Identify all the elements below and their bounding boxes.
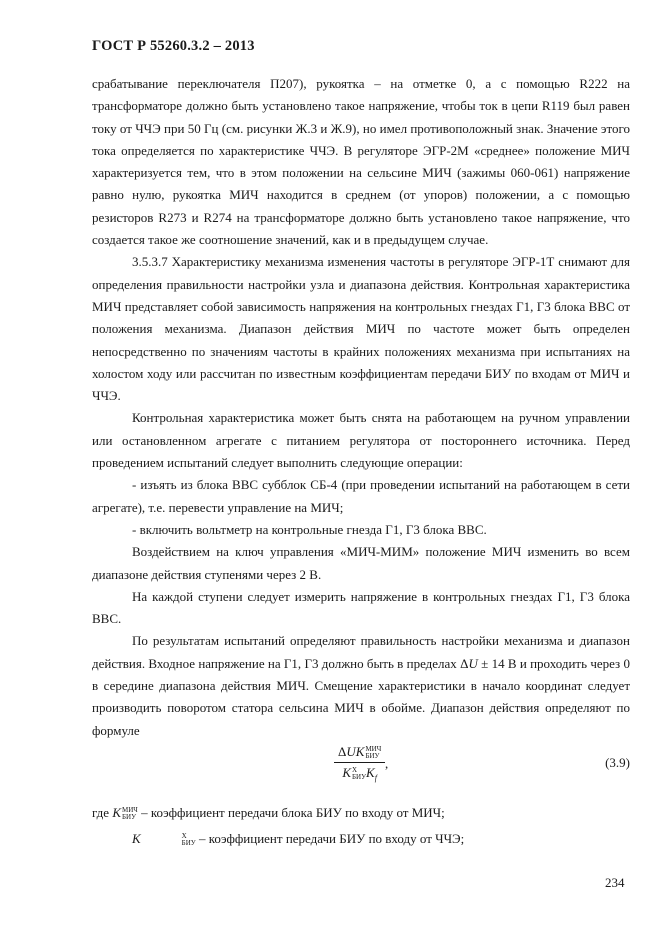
definition-k-mich: где K МИЧ БИУ – коэффициент передачи блока БИУ по входу от МИЧ; <box>92 804 445 821</box>
page-number: 234 <box>605 875 625 890</box>
fraction-bar <box>334 762 385 763</box>
formula-comma: , <box>385 755 389 771</box>
list-item-remove-subblock: - изъять из блока ВВС субблок СБ-4 (при проведении испытаний на работающем в сети агрегате), т.е. перевести управление на МИЧ; <box>92 477 630 515</box>
paragraph-continuation: срабатывание переключателя П207), рукоятка – на отметке 0, а с помощью R222 на трансформаторе должно быть установлено такое напряжение, чтобы ток в цепи R119 был равен току от ЧЧЭ при 50 Гц (см. рисунки Ж.3 и Ж.9), но имел противоположный знак. Значение этого тока определяется по характеристике ЧЧЭ. В регуляторе ЭГР-2М «среднее» положение МИЧ характеризуется тем, что в этом положении на сельсине МИЧ (зажимы 060-061) напряжение равно нулю, рукоятка МИЧ находится в среднем (от упоров) положении, а с помощью резисторов R273 и R274 на трансформаторе должно быть установлено такое напряжение, что создается такое же соотношение значений, как и в предыдущем случае. <box>92 76 630 248</box>
formula-numerator: ΔUK МИЧ БИУ <box>338 743 382 760</box>
paragraph-control-characteristic: Контрольная характеристика может быть снята на работающем на ручном управлении или остановленном агрегате с питанием регулятора от постороннего источника. Перед проведением испытаний следует выполнить следующие операции: <box>92 410 630 471</box>
formula-3-9 <box>92 742 630 800</box>
definition-k-x: K Х БИУ – коэффициент передачи БИУ по входу от ЧЧЭ; <box>132 830 465 847</box>
formula-denominator: K Х БИУ $K_f$ <box>342 764 377 783</box>
list-item-voltmeter: - включить вольтметр на контрольные гнезда Г1, Г3 блока ВВС. <box>132 521 487 537</box>
paragraph-results: По результатам испытаний определяют правильность настройки механизма и диапазон действия. Входное напряжение на Г1, Г3 должно быть в пределах ΔU ± 14 В и проходить через 0 в середине диапазона действия МИЧ. Смещение характеристики в начало координат следует производить поворотом статора сельсина МИЧ в обойме. Диапазон действия определяют по формуле <box>92 633 630 738</box>
paragraph-key-control: Воздействием на ключ управления «МИЧ-МИМ» положение МИЧ изменить во всем диапазоне действия ступенями через 2 В. <box>92 544 630 582</box>
equation-number: (3.9) <box>605 754 630 770</box>
document-header: ГОСТ Р 55260.3.2 – 2013 <box>92 38 255 54</box>
paragraph-each-step: На каждой ступени следует измерить напряжение в контрольных гнездах Г1, Г3 блока ВВС. <box>92 588 630 627</box>
page-body <box>92 73 630 852</box>
formula-fraction <box>334 744 385 787</box>
paragraph-3-5-3-7: 3.5.3.7 Характеристику механизма изменения частоты в регуляторе ЭГР-1Т снимают для определения правильности настройки узла и диапазона действия. Контрольная характеристика МИЧ представляет собой зависимость напряжения на контрольных гнездах Г1, Г3 блока ВВС от положения механизма. Диапазон действия МИЧ по частоте может быть определен непосредственно по значениям частоты в крайних положениях механизма при испытаниях на холостом ходу или рассчитан по известным коэффициентам передачи БИУ по входам от МИЧ и ЧЧЭ. <box>92 254 630 404</box>
